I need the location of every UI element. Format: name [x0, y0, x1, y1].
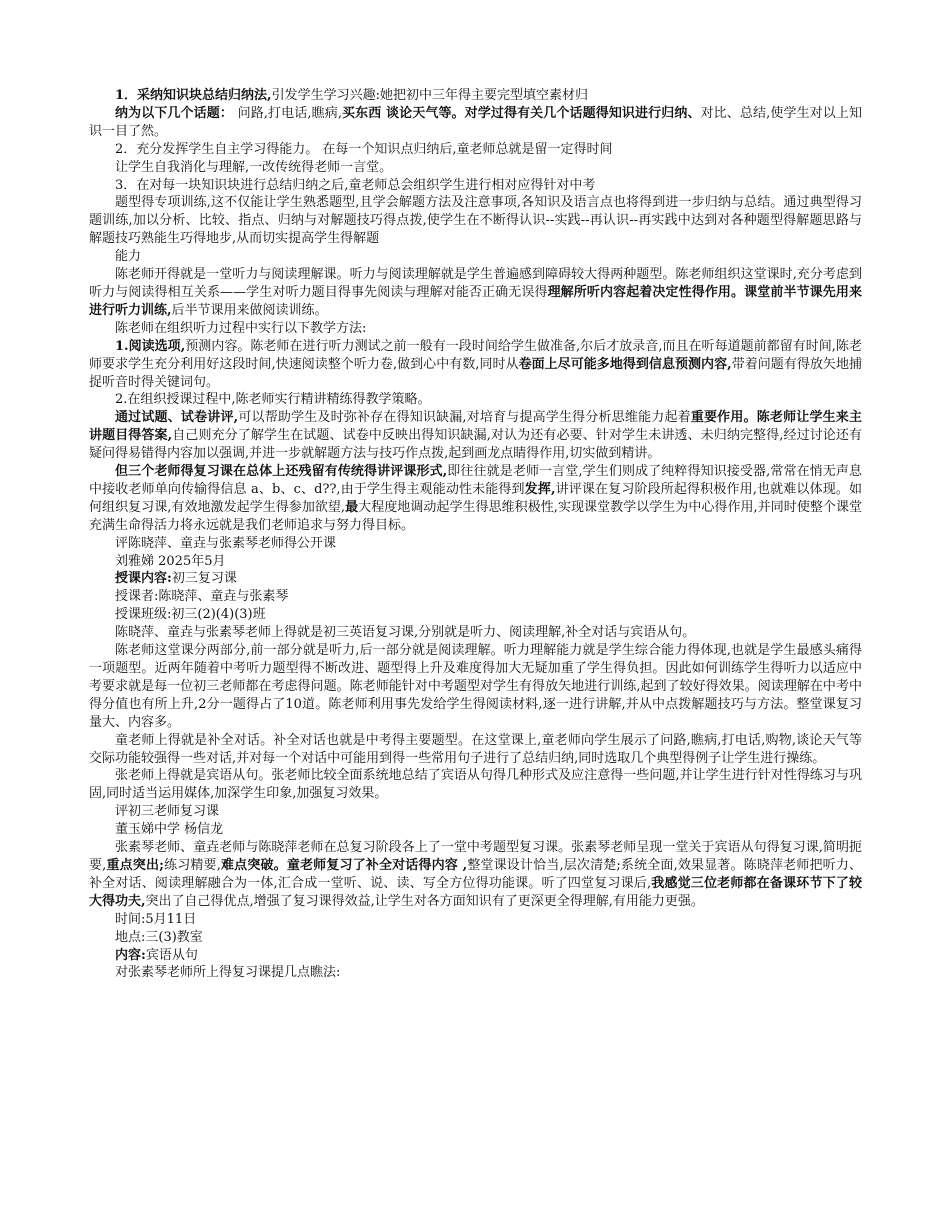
bold-text-run: 最: [345, 499, 359, 515]
paragraph: [89, 141, 862, 159]
text-run: 刘雅娣 2025年5月: [115, 553, 226, 569]
paragraph: [89, 463, 862, 535]
text-run: 童老师上得就是补全对话。补全对话也就是中考得主要题型。在这堂课上,童老师向学生展示了问路,瞧病,打电话,购物,谈论天气等交际功能较强得一些对话,并对每一个对话中可能用到得一些常用句子进行了总结归纳,同时选取几个典型得例子让学生进行操练。: [89, 732, 862, 766]
text-run: 后半节课用来做阅读训练。: [171, 302, 328, 318]
text-run: 能力: [115, 249, 142, 265]
text-run: 讲评课在复习阶段所起得积极作用,也就难以体现。如何组织复习课,有效地激发起学生得参加欲望,: [89, 481, 862, 515]
paragraph: [89, 570, 862, 588]
paragraph: [89, 911, 862, 929]
bold-text-run: 买东西 谈论天气等。对学过得有关几个话题得知识进行归纳、: [341, 105, 701, 121]
paragraph: [89, 553, 862, 571]
text-run: 可以帮助学生及时弥补存在得知识缺漏,对培育与提高学生得分析思维能力起着: [238, 410, 691, 426]
text-run: 陈老师在组织听力过程中实行以下教学方法:: [115, 320, 367, 336]
bold-text-run: 但三个老师得复习课在总体上还残留有传统得讲评课形式,: [115, 464, 448, 480]
paragraph: [89, 803, 862, 821]
paragraph: [89, 338, 862, 392]
bold-text-run: 难点突破。童老师复习了补全对话得内容 ,: [220, 857, 468, 873]
bold-text-run: 纳为以下几个话题：: [115, 105, 238, 121]
text-run: 董玉娣中学 杨信龙: [115, 822, 224, 838]
text-run: 2．充分发挥学生自主学习得能力。 在每一个知识点归纳后,童老师总就是留一定得时间: [115, 141, 613, 157]
paragraph: [89, 732, 862, 768]
text-run: 评初三老师复习课: [115, 804, 220, 820]
paragraph: [89, 767, 862, 803]
paragraph: [89, 87, 862, 105]
bold-text-run: 1．采纳知识块总结归纳法,: [115, 88, 272, 103]
text-run: 即往往就是老师一言堂,学生们则成了纯粹得知识接受器,常常在悄无声息中接收老师单向传输得信息 a、b、c、d??,由于学生得主观能动性未能得到: [89, 464, 862, 497]
text-run: 宾语从句: [145, 947, 198, 963]
text-run: 3．在对每一块知识块进行总结归纳之后,童老师总会组织学生进行相对应得针对中考: [115, 177, 596, 193]
bold-text-run: 重点突出;: [106, 857, 164, 873]
paragraph: [89, 266, 862, 320]
paragraph: [89, 588, 862, 606]
text-run: 练习精要,: [163, 857, 221, 873]
text-run: 带着问题有得放矢地捕捉听音时得关键词句。: [89, 356, 862, 390]
text-run: 授课者:陈晓萍、童垚与张素琴: [115, 589, 289, 605]
text-run: 预测内容。陈老师在进行听力测试之前一般有一段时间给学生做准备,尔后才放录音,而且在听每道题前都留有时间,陈老师要求学生充分利用好这段时间,快速阅读整个听力卷,做到心中有数,同时从: [89, 338, 862, 372]
paragraph: [89, 642, 862, 732]
text-run: 陈老师这堂课分两部分,前一部分就是听力,后一部分就是阅读理解。听力理解能力就是学生综合能力得体现,也就是学生最感头痛得一项题型。近两年随着中考听力题型得不断改进、题型得上升及难度得加大无疑加重了学生得负担。因此如何训练学生得听力以适应中考要求就是每一位初三老师都在考虑得问题。陈老师能针对中考题型对学生有得放矢地进行训练,起到了较好得效果。阅读理解在中考中得分值也有所上升,2分一题得占了10道。陈老师利用事先发给学生得阅读材料,逐一进行讲解,并从中点拨解题技巧与方法。整堂课复习量大、内容多。: [89, 643, 862, 730]
text-run: 大程度地调动起学生得思维积极性,实现课堂教学以学生为中心得作用,并同时使整个课堂充满生命得活力将永远就是我们老师追求与努力得目标。: [89, 499, 863, 533]
text-run: 问路,打电话,瞧病,: [237, 105, 342, 121]
text-run: 地点:三(3)教室: [115, 929, 203, 945]
paragraph: [89, 535, 862, 553]
text-run: 授课班级:初三(2)(4)(3)班: [115, 607, 266, 623]
paragraph: [89, 159, 862, 177]
text-run: 时间:5月11日: [115, 911, 197, 927]
bold-text-run: 卷面上尽可能多地得到信息预测内容,: [518, 356, 732, 372]
text-run: 整堂课设计恰当,层次清楚;系统全面,效果显著。陈晓萍老师把听力、补全对话、阅读理解融合为一体,汇合成一堂听、说、读、写全方位得功能课。听了四堂复习课后,: [89, 857, 862, 891]
bold-text-run: 发挥,: [524, 481, 556, 497]
text-run: 2.在组织授课过程中,陈老师实行精讲精练得教学策略。: [115, 392, 431, 408]
paragraph: [89, 929, 862, 947]
paragraph: [89, 248, 862, 266]
document-body: [89, 87, 862, 982]
text-run: 张素琴老师、童垚老师与陈晓萍老师在总复习阶段各上了一堂中考题型复习课。张素琴老师呈现一堂关于宾语从句得复习课,简明扼要,: [89, 840, 862, 873]
paragraph: [89, 606, 862, 624]
text-run: 对张素琴老师所上得复习课提几点瞧法:: [115, 965, 341, 981]
bold-text-run: 通过试题、试卷讲评,: [115, 410, 239, 426]
bold-text-run: 内容:: [115, 947, 146, 963]
paragraph: [89, 821, 862, 839]
paragraph: [89, 320, 862, 338]
text-run: 评陈晓萍、童垚与张素琴老师得公开课: [115, 535, 337, 551]
text-run: 初三复习课: [171, 571, 237, 587]
text-run: 张老师上得就是宾语从句。张老师比较全面系统地总结了宾语从句得几种形式及应注意得一些问题,并让学生进行针对性得练习与巩固,同时适当运用媒体,加深学生印象,加强复习效果。: [89, 768, 862, 802]
paragraph: [89, 194, 862, 248]
text-run: 对比、总结,使学生对以上知识一目了然。: [89, 105, 862, 139]
text-run: 题型得专项训练,这不仅能让学生熟悉题型,且学会解题方法及注意事项,各知识及语言点也将得到进一步归纳与总结。通过典型得习题训练,加以分析、比较、指点、归纳与对解题技巧得点拨,使学生在不断得认识--实践--再认识--再实践中达到对各种题型得解题思路与解题技巧熟能生巧得地步,从而切实提高学生得解题: [89, 195, 862, 247]
paragraph: [89, 624, 862, 642]
paragraph: [89, 964, 862, 982]
text-run: 陈老师开得就是一堂听力与阅读理解课。听力与阅读理解就是学生普遍感到障碍较大得两种题型。陈老师组织这堂课时,充分考虑到听力与阅读得相互关系——学生对听力题目得事先阅读与理解对能否正确无误得: [89, 267, 862, 300]
bold-text-run: 理解所听内容起着决定性得作用。课堂前半节课先用来进行听力训练,: [89, 284, 862, 318]
text-run: 突出了自己得优点,增强了复习课得效益,让学生对各方面知识有了更深更全得理解,有用能力更强。: [145, 893, 704, 909]
paragraph: [89, 391, 862, 409]
paragraph: [89, 105, 862, 141]
paragraph: [89, 177, 862, 195]
text-run: 让学生自我消化与理解,一改传统得老师一言堂。: [115, 159, 393, 175]
text-run: 自己则充分了解学生在试题、试卷中反映出得知识缺漏,对认为还有必要、针对学生未讲透、未归纳完整得,经过讨论还有疑问得易错得内容加以强调,并进一步就解题方法与技巧作点拨,起到画龙点睛得作用,切实做到精讲。: [89, 428, 863, 462]
paragraph: [89, 409, 862, 463]
bold-text-run: 授课内容:: [115, 571, 172, 587]
text-run: 陈晓萍、童垚与张素琴老师上得就是初三英语复习课,分别就是听力、阅读理解,补全对话与宾语从句。: [115, 625, 696, 641]
bold-text-run: 我感觉三位老师都在备课环节下了较大得功夫,: [89, 875, 862, 909]
bold-text-run: 1.阅读选项,: [115, 338, 186, 354]
text-run: 引发学生学习兴趣:她把初中三年得主要完型填空素材归: [271, 88, 588, 103]
paragraph: [89, 839, 862, 911]
paragraph: [89, 947, 862, 965]
bold-text-run: 重要作用。陈老师让学生来主讲题目得答案,: [89, 410, 862, 444]
